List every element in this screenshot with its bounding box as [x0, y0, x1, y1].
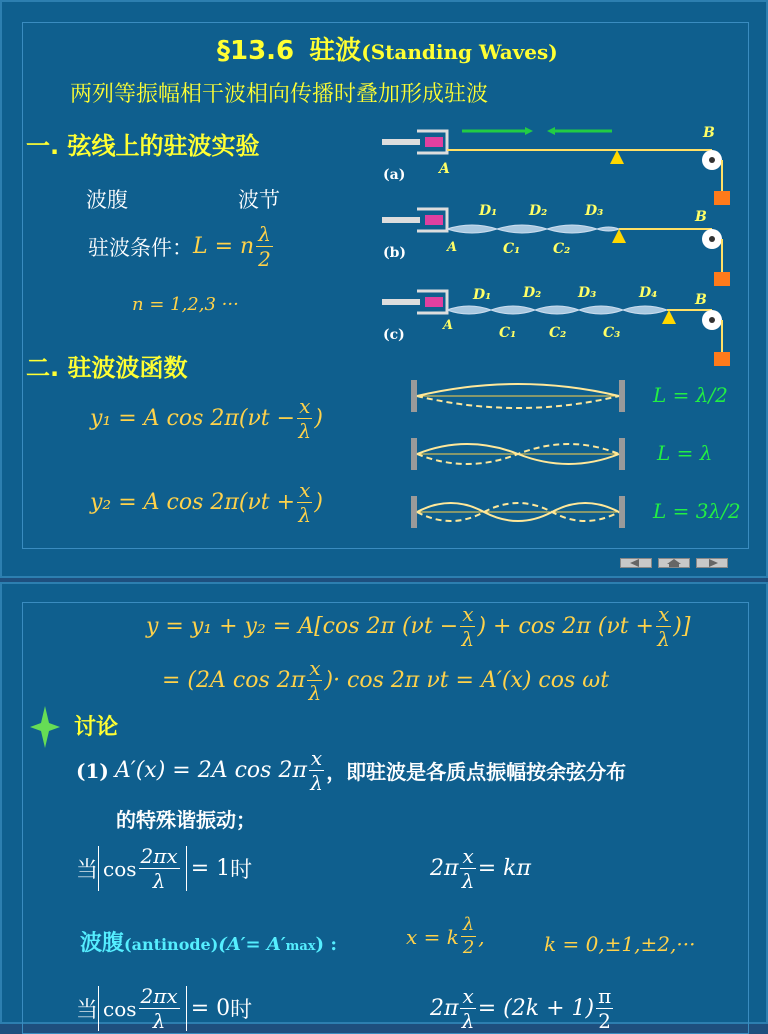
- antinode-condition: [76, 846, 252, 891]
- mode-2: [411, 438, 625, 470]
- y1-right: ): [314, 406, 323, 431]
- frac-den: λ: [152, 869, 166, 893]
- cond1-left: 2π: [430, 856, 459, 881]
- wave-function-y2: [90, 480, 323, 525]
- frac-den: λ: [461, 1009, 475, 1033]
- subtitle: 两列等振幅相干波相向传播时叠加形成驻波: [70, 82, 489, 107]
- antinode-cond: (A′= A′: [218, 934, 286, 955]
- cos-label: cos: [103, 996, 137, 1021]
- heading-experiment: 一. 弦线上的驻波实验: [26, 132, 260, 160]
- 2pix-over-lambda: [139, 986, 180, 1031]
- label-C1-b: C₁: [503, 241, 521, 257]
- item-1: [76, 748, 626, 793]
- abs-cos: [98, 986, 187, 1031]
- antinode-positions: [406, 916, 485, 957]
- x-over-lambda: [460, 846, 475, 891]
- shi-label: 时: [230, 998, 253, 1023]
- n-values: n = 1,2,3 ···: [132, 294, 239, 315]
- node-phase-condition: [430, 986, 615, 1031]
- shi-label: 时: [230, 858, 253, 883]
- k-values: k = 0,±1,±2,···: [544, 932, 696, 956]
- frac-den: 2: [598, 1009, 612, 1033]
- when-label: 当: [76, 998, 99, 1023]
- x-over-lambda: [656, 604, 671, 649]
- label-C2-b: C₂: [553, 241, 571, 257]
- star-bullet-icon: [30, 706, 60, 748]
- title-en: (Standing Waves): [361, 40, 558, 64]
- frac-den: 2: [258, 247, 271, 271]
- label-D1-c: D₁: [473, 287, 492, 303]
- label-D1-b: D₁: [479, 203, 498, 219]
- prev-button[interactable]: [620, 558, 652, 568]
- y2-left: y₂ = A cos 2π(νt +: [90, 490, 296, 515]
- frac-den: λ: [657, 627, 670, 651]
- label-D4-c: D₄: [639, 285, 658, 301]
- mode-3: [411, 496, 625, 528]
- 2pix-over-lambda: [139, 846, 180, 891]
- cond1-right: = kπ: [477, 856, 531, 881]
- node-condition: [76, 986, 252, 1031]
- frac-num: x: [462, 984, 474, 1008]
- page-title: [217, 30, 558, 67]
- y2-right: ): [314, 490, 323, 515]
- antinode-definition: [80, 926, 337, 957]
- frac-den: λ: [298, 503, 312, 527]
- frac-den: λ: [298, 419, 312, 443]
- eq1-left: y = y₁ + y₂ = A[cos 2π (νt −: [146, 614, 459, 639]
- when-label: 当: [76, 858, 99, 883]
- x-over-lambda: [307, 658, 322, 703]
- frac-num: x: [309, 656, 321, 680]
- item-1-formula: A′(x) = 2A cos 2π: [114, 758, 307, 783]
- frac-num: 2πx: [140, 984, 178, 1008]
- arrow-right-icon: [697, 559, 727, 567]
- item-1-text-2: 的特殊谐振动；: [116, 808, 256, 832]
- frac-den: λ: [152, 1009, 166, 1033]
- antinode-en: (antinode): [124, 935, 219, 954]
- home-icon: [659, 559, 689, 567]
- label-a: (a): [383, 167, 406, 183]
- cond0-left: 2π: [430, 996, 459, 1021]
- label-c: (c): [383, 327, 405, 343]
- lambda-over-2: [256, 224, 273, 269]
- slide-standing-wave-derivation: [0, 582, 768, 1033]
- frac-den: λ: [461, 869, 475, 893]
- frac-num: λ: [462, 914, 475, 935]
- mode-2-label: L = λ: [657, 441, 713, 465]
- frac-num: x: [299, 478, 311, 502]
- cos-label: cos: [103, 856, 137, 881]
- label-A-c: A: [443, 318, 454, 333]
- frac-num: x: [462, 602, 474, 626]
- antinode-label: 波腹: [86, 188, 128, 212]
- label-D3-b: D₃: [585, 203, 604, 219]
- antinode-phase-condition: [430, 846, 531, 891]
- wave-function-y1: [90, 396, 323, 441]
- item-1-number: (1): [76, 758, 109, 783]
- antinode-max: max: [285, 939, 316, 954]
- label-C2-c: C₂: [549, 325, 567, 341]
- next-button[interactable]: [696, 558, 728, 568]
- label-b: (b): [383, 245, 407, 261]
- label-B-a: B: [703, 125, 715, 141]
- eq2-right: )· cos 2π νt = A′(x) cos ωt: [324, 668, 610, 693]
- antinode-close: ) :: [315, 934, 337, 955]
- home-button[interactable]: [658, 558, 690, 568]
- title-cn: 驻波: [309, 36, 362, 66]
- pi-over-2: [596, 986, 613, 1031]
- node-label: 波节: [238, 188, 280, 212]
- label-C3-c: C₃: [603, 325, 621, 341]
- item-1-text: ，即驻波是各质点振幅按余弦分布: [326, 760, 627, 784]
- frac-den: λ: [310, 771, 323, 795]
- label-B-c: B: [695, 292, 707, 308]
- condition-formula: L = n: [193, 234, 255, 259]
- frac-num: λ: [258, 222, 271, 246]
- frac-den: 2: [462, 937, 475, 958]
- label-B-b: B: [695, 209, 707, 225]
- cond0-right: = (2k + 1): [477, 996, 595, 1021]
- condition-label: 驻波条件：: [88, 235, 193, 260]
- discussion-heading: 讨论: [74, 715, 119, 740]
- frac-num: x: [310, 746, 323, 770]
- frac-num: x: [462, 844, 474, 868]
- frac-num: x: [299, 394, 311, 418]
- arrow-left-icon: [621, 559, 651, 567]
- eq-0: = 0: [190, 996, 231, 1021]
- standing-wave-condition: [88, 224, 275, 269]
- abs-cos: [98, 846, 187, 891]
- mode-1: [411, 380, 625, 412]
- x-eq-k: x = k: [406, 924, 459, 949]
- x-over-lambda: [309, 748, 324, 793]
- standing-wave-modes-diagram: [407, 374, 747, 539]
- mode-3-label: L = 3λ/2: [653, 499, 741, 523]
- eq-1: = 1: [190, 856, 231, 881]
- eq1-mid: ) + cos 2π (νt +: [477, 614, 654, 639]
- standing-wave-equation: [162, 658, 609, 703]
- frac-den: λ: [308, 681, 322, 705]
- string-experiment-diagram: [377, 117, 747, 377]
- label-A-a: A: [439, 161, 450, 177]
- frac-num: x: [658, 602, 670, 626]
- label-A-b: A: [447, 240, 458, 255]
- superposition-equation: [146, 604, 690, 649]
- mode-1-label: L = λ/2: [653, 383, 728, 407]
- eq1-right: )]: [673, 614, 691, 639]
- x-over-lambda: [297, 480, 312, 525]
- x-over-lambda: [460, 986, 475, 1031]
- frac-num: 2πx: [140, 844, 178, 868]
- frac-num: π: [598, 984, 612, 1008]
- y1-left: y₁ = A cos 2π(νt −: [90, 406, 296, 431]
- label-D3-c: D₃: [578, 285, 597, 301]
- heading-wave-function: 二. 驻波波函数: [26, 354, 188, 382]
- x-over-lambda: [297, 396, 312, 441]
- eq2-left: = (2A cos 2π: [162, 668, 306, 693]
- title-section: §13.6: [217, 36, 295, 66]
- frac-den: λ: [461, 627, 475, 651]
- label-D2-c: D₂: [523, 285, 542, 301]
- comma: ,: [478, 924, 485, 949]
- setup-a: [382, 127, 730, 205]
- label-C1-c: C₁: [499, 325, 517, 341]
- label-D2-b: D₂: [529, 203, 548, 219]
- antinode-cn: 波腹: [80, 931, 125, 956]
- x-over-lambda: [460, 604, 475, 649]
- lambda-over-2: [461, 916, 476, 957]
